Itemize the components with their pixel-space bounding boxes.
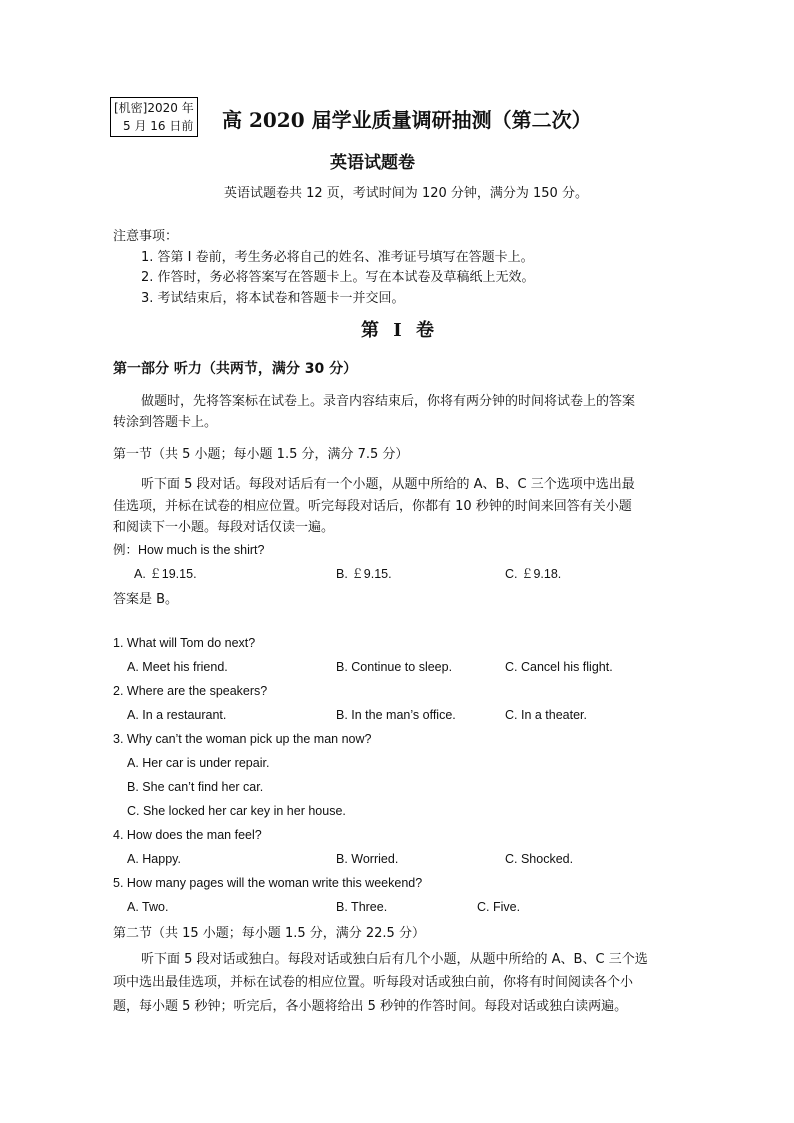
instruction-line: 项中选出最佳选项，并标在试卷的相应位置。听每段对话或独白前，你将有时间阅读各个小 bbox=[113, 975, 634, 990]
instruction-line: 佳选项，并标在试卷的相应位置。听完每段对话后，你都有 10 秒钟的时间来回答有关小题 bbox=[113, 499, 632, 514]
example-question: 例：How much is the shirt? bbox=[113, 543, 265, 557]
exam-title: 高 2020 届学业质量调研抽测（第二次） bbox=[222, 108, 592, 132]
q5-option-b: B. Three. bbox=[336, 900, 388, 914]
q4-option-a: A. Happy. bbox=[127, 852, 181, 866]
q1-option-a: A. Meet his friend. bbox=[127, 660, 228, 674]
example-option-a: A. ￡19.15. bbox=[134, 567, 197, 581]
q5-option-c: C. Five. bbox=[477, 900, 521, 914]
q3-option-a: A. Her car is under repair. bbox=[127, 756, 270, 770]
q3-option-b: B. She can’t find her car. bbox=[127, 780, 264, 794]
notes-heading: 注意事项： bbox=[113, 229, 179, 244]
q1-option-b: B. Continue to sleep. bbox=[336, 660, 453, 674]
instruction-line: 和阅读下一小题。每段对话仅读一遍。 bbox=[113, 520, 335, 535]
example-answer: 答案是 B。 bbox=[113, 592, 179, 607]
subsection-heading: 第二节（共 15 小题；每小题 1.5 分，满分 22.5 分） bbox=[113, 926, 425, 941]
subsection-heading: 第一节（共 5 小题；每小题 1.5 分，满分 7.5 分） bbox=[113, 447, 409, 462]
note-item: 3. 考试结束后，将本试卷和答题卡一并交回。 bbox=[141, 291, 405, 306]
question-1: 1. What will Tom do next? bbox=[113, 636, 256, 650]
q5-option-a: A. Two. bbox=[127, 900, 169, 914]
confidential-date: 5 月 16 日前 bbox=[123, 119, 194, 133]
section-heading: 第一部分 听力（共两节，满分 30 分） bbox=[113, 361, 358, 377]
question-2: 2. Where are the speakers? bbox=[113, 684, 268, 698]
q2-option-c: C. In a theater. bbox=[505, 708, 587, 722]
exam-info: 英语试题卷共 12 页，考试时间为 120 分钟，满分为 150 分。 bbox=[224, 186, 588, 201]
instruction-line: 做题时，先将答案标在试卷上。录音内容结束后，你将有两分钟的时间将试卷上的答案 bbox=[141, 394, 636, 409]
note-item: 2. 作答时，务必将答案写在答题卡上。写在本试卷及草稿纸上无效。 bbox=[141, 270, 535, 285]
exam-subtitle: 英语试题卷 bbox=[330, 153, 415, 173]
note-item: 1. 答第 Ⅰ 卷前，考生务必将自己的姓名、准考证号填写在答题卡上。 bbox=[141, 250, 534, 265]
q3-option-c: C. She locked her car key in her house. bbox=[127, 804, 346, 818]
q1-option-c: C. Cancel his flight. bbox=[505, 660, 613, 674]
confidential-stamp bbox=[110, 97, 198, 137]
example-option-c: C. ￡9.18. bbox=[505, 567, 562, 581]
instruction-line: 题，每小题 5 秒钟；听完后，各小题将给出 5 秒钟的作答时间。每段对话或独白读两遍。 bbox=[113, 999, 628, 1014]
instruction-line: 转涂到答题卡上。 bbox=[113, 415, 218, 430]
q2-option-a: A. In a restaurant. bbox=[127, 708, 227, 722]
instruction-line: 听下面 5 段对话或独白。每段对话或独白后有几个小题，从题中所给的 A、B、C 三个选 bbox=[141, 952, 648, 967]
q4-option-b: B. Worried. bbox=[336, 852, 399, 866]
question-3: 3. Why can’t the woman pick up the man now? bbox=[113, 732, 372, 746]
question-4: 4. How does the man feel? bbox=[113, 828, 262, 842]
confidential-label: [机密]2020 年 bbox=[114, 101, 194, 115]
part-title: 第 Ⅰ 卷 bbox=[361, 320, 438, 341]
instruction-line: 听下面 5 段对话。每段对话后有一个小题，从题中所给的 A、B、C 三个选项中选出最 bbox=[141, 477, 635, 492]
example-option-b: B. ￡9.15. bbox=[336, 567, 392, 581]
q4-option-c: C. Shocked. bbox=[505, 852, 574, 866]
q2-option-b: B. In the man’s office. bbox=[336, 708, 456, 722]
question-5: 5. How many pages will the woman write this weekend? bbox=[113, 876, 423, 890]
